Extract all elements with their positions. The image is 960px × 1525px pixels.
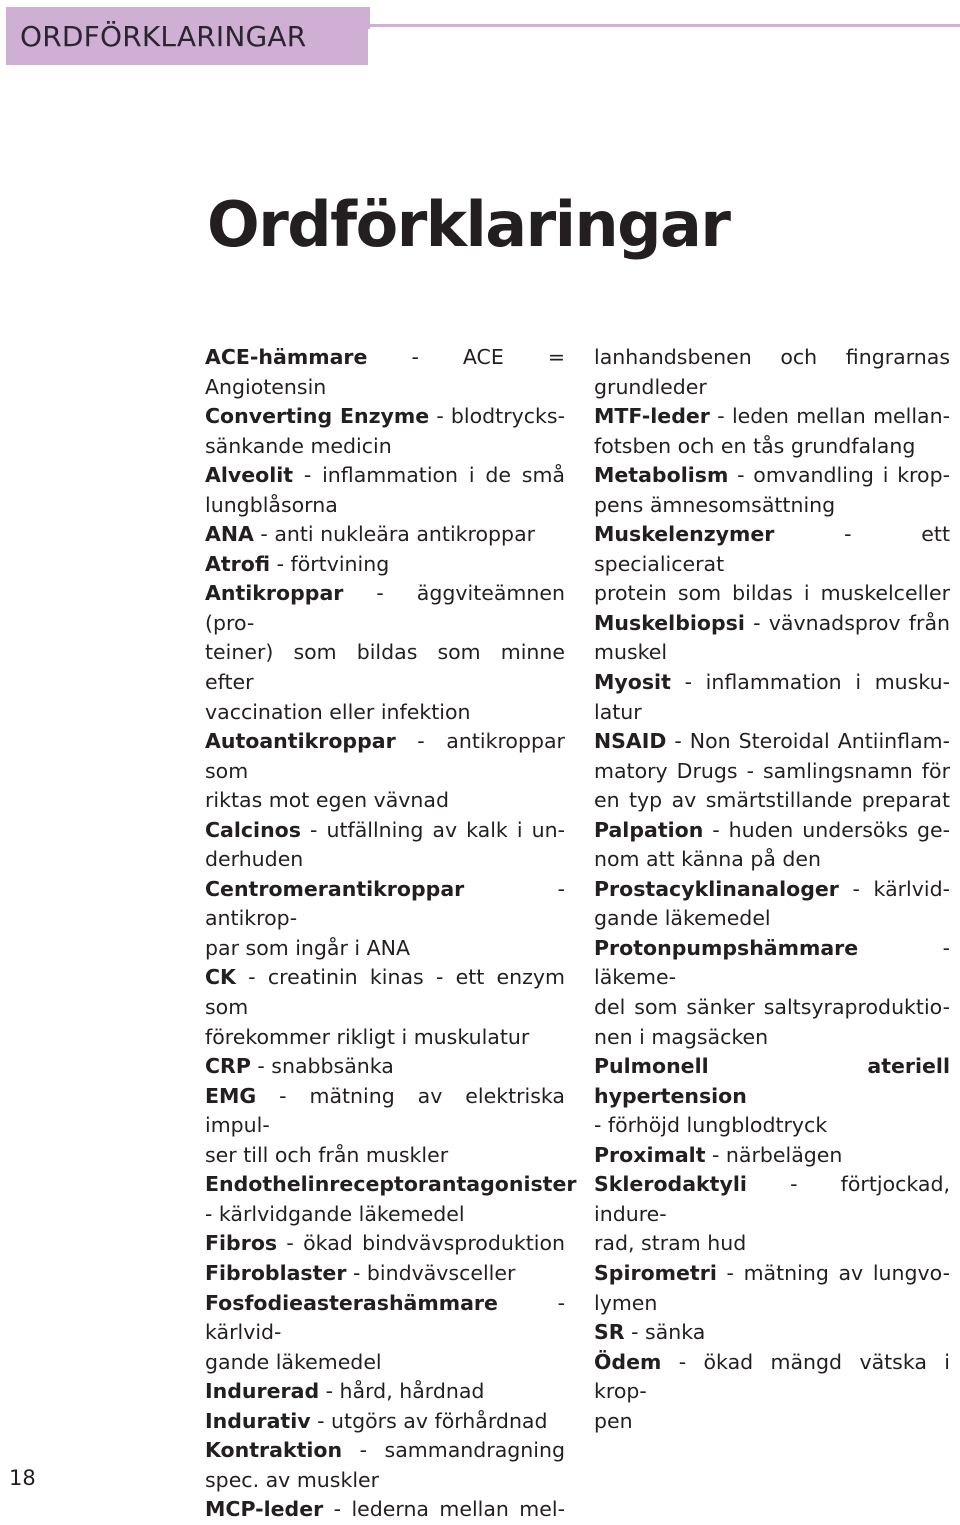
glossary-definition: - ökad bindvävsproduktion bbox=[277, 1231, 565, 1256]
glossary-entry-line bbox=[594, 1141, 950, 1171]
glossary-definition: - ACE = Angiotensin bbox=[205, 345, 565, 399]
glossary-column-right bbox=[594, 343, 950, 1436]
glossary-definition: - snabbsänka bbox=[250, 1054, 394, 1079]
glossary-definition: derhuden bbox=[205, 847, 304, 872]
glossary-entry-line bbox=[205, 1259, 565, 1289]
glossary-term: Muskelenzymer bbox=[594, 522, 775, 547]
glossary-definition: riktas mot egen vävnad bbox=[205, 788, 449, 813]
glossary-term: Indurativ bbox=[205, 1408, 311, 1433]
glossary-continuation-line bbox=[594, 1023, 950, 1053]
glossary-definition: lungblåsorna bbox=[205, 492, 338, 517]
glossary-definition: - anti nukleära antikroppar bbox=[253, 522, 536, 547]
glossary-definition: gande läkemedel bbox=[205, 1349, 382, 1374]
glossary-term: NSAID bbox=[594, 729, 667, 754]
glossary-continuation-line bbox=[205, 934, 565, 964]
header-divider-rule bbox=[368, 24, 960, 27]
glossary-term: Calcinos bbox=[205, 817, 301, 842]
glossary-definition: - förtjockad, indure- bbox=[594, 1172, 950, 1226]
page-number: 18 bbox=[9, 1466, 36, 1490]
glossary-continuation-line bbox=[594, 373, 950, 403]
glossary-entry-line bbox=[205, 1289, 565, 1348]
glossary-entry-line bbox=[205, 461, 565, 491]
glossary-term: Converting Enzyme bbox=[205, 404, 430, 429]
glossary-definition: teiner) som bildas som minne efter bbox=[205, 640, 565, 695]
glossary-term: Fibroblaster bbox=[205, 1260, 347, 1285]
glossary-definition: - vävnadsprov från bbox=[744, 610, 950, 635]
glossary-continuation-line bbox=[594, 432, 950, 462]
glossary-definition: - sänka bbox=[624, 1320, 706, 1345]
glossary-term: Centromerantikroppar bbox=[205, 876, 465, 901]
glossary-definition: - läkeme- bbox=[594, 935, 950, 990]
glossary-entry-line bbox=[205, 963, 565, 1022]
glossary-entry-line bbox=[594, 1318, 950, 1348]
glossary-definition: muskel bbox=[594, 640, 668, 665]
glossary-continuation-line bbox=[594, 1407, 950, 1437]
glossary-definition: - blodtrycks- bbox=[429, 404, 565, 429]
glossary-entry-line bbox=[205, 1495, 565, 1525]
glossary-continuation-line bbox=[205, 845, 565, 875]
glossary-definition: - närbelägen bbox=[705, 1142, 843, 1167]
glossary-continuation-line bbox=[205, 491, 565, 521]
glossary-definition: vaccination eller infektion bbox=[205, 699, 471, 724]
glossary-continuation-line bbox=[205, 638, 565, 697]
glossary-term: Autoantikroppar bbox=[205, 729, 396, 754]
glossary-entry-line bbox=[205, 520, 565, 550]
glossary-entry-line bbox=[205, 402, 565, 432]
glossary-definition: del som sänker saltsyraproduktio- bbox=[594, 995, 950, 1020]
glossary-definition: ser till och från muskler bbox=[205, 1142, 449, 1167]
glossary-term: Indurerad bbox=[205, 1379, 320, 1404]
glossary-definition: par som ingår i ANA bbox=[205, 935, 411, 960]
glossary-continuation-line bbox=[205, 1023, 565, 1053]
glossary-continuation-line bbox=[594, 1111, 950, 1141]
glossary-definition: - kärlvid- bbox=[205, 1290, 565, 1345]
glossary-continuation-line bbox=[594, 491, 950, 521]
glossary-term: Antikroppar bbox=[205, 581, 344, 606]
glossary-term: ANA bbox=[205, 522, 254, 547]
glossary-term: Alveolit bbox=[205, 463, 294, 488]
glossary-term: SR bbox=[594, 1320, 625, 1345]
glossary-definition: nom att känna på den bbox=[594, 847, 822, 872]
glossary-term: Endothelinreceptorantagonister bbox=[205, 1172, 577, 1197]
glossary-continuation-line bbox=[594, 757, 950, 787]
glossary-entry-line bbox=[205, 1229, 565, 1259]
glossary-definition: - kärlvid- bbox=[838, 876, 950, 901]
glossary-term: Protonpumpshämmare bbox=[594, 935, 859, 960]
glossary-term: Sklerodaktyli bbox=[594, 1172, 747, 1197]
glossary-entry-line bbox=[594, 875, 950, 905]
page-title: Ordförklaringar bbox=[207, 188, 730, 261]
glossary-definition: protein som bildas i muskelceller bbox=[594, 581, 950, 606]
glossary-term: ACE-hämmare bbox=[205, 345, 368, 369]
glossary-definition: - kärlvidgande läkemedel bbox=[205, 1201, 465, 1226]
glossary-continuation-line bbox=[594, 845, 950, 875]
glossary-entry-line bbox=[205, 1052, 565, 1082]
glossary-term: MTF-leder bbox=[594, 404, 710, 429]
glossary-continuation-line bbox=[594, 1229, 950, 1259]
glossary-continuation-line bbox=[205, 1141, 565, 1171]
glossary-term: Pulmonell ateriell hypertension bbox=[594, 1054, 950, 1108]
glossary-entry-line bbox=[594, 520, 950, 579]
glossary-term: Fosfodieasterashämmare bbox=[205, 1290, 498, 1315]
glossary-definition: - creatinin kinas - ett enzym som bbox=[205, 965, 565, 1020]
glossary-definition: sänkande medicin bbox=[205, 433, 392, 458]
glossary-definition: pens ämnesomsättning bbox=[594, 492, 836, 517]
glossary-definition: - antikrop- bbox=[205, 876, 565, 931]
glossary-definition: rad, stram hud bbox=[594, 1231, 747, 1256]
glossary-entry-line bbox=[594, 816, 950, 846]
glossary-entry-line bbox=[594, 934, 950, 993]
glossary-continuation-line bbox=[205, 786, 565, 816]
glossary-definition: fotsben och en tås grundfalang bbox=[594, 433, 916, 458]
glossary-entry-line bbox=[594, 1259, 950, 1289]
glossary-term: EMG bbox=[205, 1083, 257, 1108]
glossary-entry-line bbox=[594, 1348, 950, 1407]
glossary-definition: - förhöjd lungblodtryck bbox=[594, 1113, 828, 1138]
glossary-entry-line bbox=[594, 1052, 950, 1111]
glossary-definition: lanhandsbenen och fingrarnas bbox=[594, 345, 950, 369]
glossary-definition: - utfällning av kalk i un- bbox=[300, 817, 565, 842]
glossary-column-left bbox=[205, 343, 577, 1525]
glossary-entry-line bbox=[594, 461, 950, 491]
glossary-definition: pen bbox=[594, 1408, 633, 1433]
glossary-definition: - mätning av elektriska impul- bbox=[205, 1083, 565, 1138]
glossary-term: Metabolism bbox=[594, 463, 729, 488]
glossary-term: Proximalt bbox=[594, 1142, 706, 1167]
glossary-continuation-line bbox=[205, 698, 565, 728]
glossary-continuation-line bbox=[594, 786, 950, 816]
glossary-term: Atrofi bbox=[205, 551, 271, 576]
glossary-definition: - sammandragning bbox=[342, 1438, 565, 1463]
glossary-definition: gande läkemedel bbox=[594, 906, 771, 931]
glossary-entry-line bbox=[594, 668, 950, 698]
glossary-continuation-line bbox=[594, 993, 950, 1023]
glossary-definition: - omvandling i krop- bbox=[728, 463, 950, 488]
glossary-term: CK bbox=[205, 965, 236, 990]
glossary-entry-line bbox=[205, 875, 565, 934]
glossary-entry-line bbox=[205, 550, 565, 580]
glossary-entry-line bbox=[205, 1377, 565, 1407]
glossary-definition: - hård, hårdnad bbox=[319, 1379, 485, 1404]
glossary-continuation-line bbox=[205, 1200, 565, 1230]
glossary-entry-line bbox=[594, 609, 950, 639]
glossary-definition: grundleder bbox=[594, 374, 707, 399]
glossary-term: Ödem bbox=[594, 1349, 662, 1374]
glossary-continuation-line bbox=[594, 579, 950, 609]
glossary-entry-line bbox=[594, 402, 950, 432]
glossary-definition: - antikroppar som bbox=[205, 729, 565, 783]
glossary-entry-line bbox=[205, 1170, 577, 1200]
glossary-entry-line bbox=[205, 1082, 565, 1141]
glossary-definition: - förtvining bbox=[270, 551, 390, 576]
glossary-definition: - ett specialicerat bbox=[594, 522, 950, 576]
glossary-continuation-line bbox=[594, 698, 950, 728]
glossary-term: CRP bbox=[205, 1054, 251, 1079]
glossary-continuation-line bbox=[205, 1348, 565, 1378]
glossary-definition: - inflammation i musku- bbox=[670, 670, 950, 695]
glossary-definition: - ökad mängd vätska i krop- bbox=[594, 1349, 950, 1404]
glossary-term: Palpation bbox=[594, 817, 704, 842]
glossary-definition: - mätning av lungvo- bbox=[716, 1260, 950, 1285]
glossary-term: Spirometri bbox=[594, 1260, 717, 1285]
section-header-label: ORDFÖRKLARINGAR bbox=[20, 19, 307, 53]
glossary-continuation-line bbox=[594, 904, 950, 934]
glossary-term: Muskelbiopsi bbox=[594, 610, 745, 635]
glossary-definition: - äggviteämnen (pro- bbox=[205, 581, 565, 635]
glossary-definition: - inflammation i de små bbox=[293, 463, 565, 488]
glossary-entry-line bbox=[205, 579, 565, 638]
glossary-term: Prostacyklinanaloger bbox=[594, 876, 839, 901]
glossary-definition: nen i magsäcken bbox=[594, 1024, 769, 1049]
glossary-continuation-line bbox=[594, 638, 950, 668]
glossary-entry-line bbox=[205, 1407, 565, 1437]
section-header-tab bbox=[6, 7, 368, 65]
glossary-entry-line bbox=[205, 343, 565, 402]
glossary-term: Fibros bbox=[205, 1231, 278, 1256]
glossary-entry-line bbox=[594, 1170, 950, 1229]
glossary-definition: spec. av muskler bbox=[205, 1467, 380, 1492]
glossary-entry-line bbox=[205, 727, 565, 786]
glossary-entry-line bbox=[205, 1436, 565, 1466]
glossary-definition: en typ av smärtstillande preparat bbox=[594, 788, 950, 813]
glossary-definition: - lederna mellan mel- bbox=[323, 1497, 565, 1522]
glossary-term: Myosit bbox=[594, 670, 671, 695]
glossary-definition: lymen bbox=[594, 1290, 658, 1315]
glossary-entry-line bbox=[594, 727, 950, 757]
glossary-term: MCP-leder bbox=[205, 1497, 324, 1522]
glossary-definition: - leden mellan mellan- bbox=[709, 404, 950, 429]
glossary-definition: - Non Steroidal Antiinflam- bbox=[666, 729, 950, 754]
glossary-entry-line bbox=[205, 816, 565, 846]
glossary-definition: - bindvävsceller bbox=[346, 1260, 516, 1285]
glossary-continuation-line bbox=[205, 432, 565, 462]
glossary-definition: matory Drugs - samlingsnamn för bbox=[594, 758, 950, 783]
glossary-definition: förekommer rikligt i muskulatur bbox=[205, 1024, 530, 1049]
glossary-continuation-line bbox=[594, 1289, 950, 1319]
glossary-definition: latur bbox=[594, 699, 642, 724]
glossary-term: Kontraktion bbox=[205, 1438, 343, 1463]
glossary-definition: - utgörs av förhårdnad bbox=[310, 1408, 548, 1433]
glossary-continuation-line bbox=[594, 343, 950, 373]
glossary-definition: - huden undersöks ge- bbox=[703, 817, 950, 842]
